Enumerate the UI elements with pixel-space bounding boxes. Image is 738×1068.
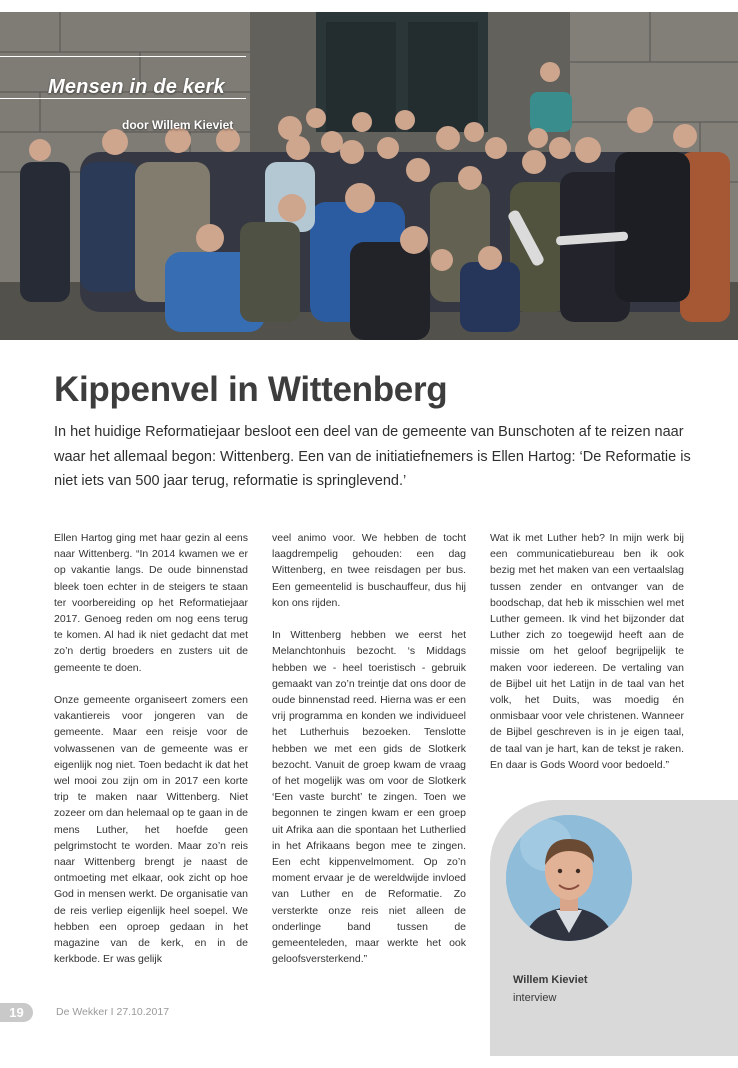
publication-footer: De Wekker I 27.10.2017	[56, 1006, 170, 1018]
page-number: 19	[0, 1003, 33, 1022]
article-column-3	[490, 530, 684, 789]
paragraph: Onze gemeente organiseert zomers een vakantiereis voor jongeren van de gemeente. Maar een reisje voor de volwassenen van de gemeente was er eigenlijk nog niet. Toen bedacht ik dat het wel mooi zou zijn om in 2017 een korte trip te maken naar Wittenberg. Niet zozeer om dan helemaal op te gaan in de mens Luther, het hoefde geen pelgrimstocht te worden. Maar zo’n reis naar Wittenberg brengt je naast de ontmoeting met elkaar, ook zicht op hoe God in mensen werkt. De organisatie van de reis verliep eigenlijk heel soepel. We hebben een oproep gedaan in het magazine van de kerk, en in de kerkbode. Er was gelijk	[54, 694, 248, 966]
article-title: Kippenvel in Wittenberg	[54, 370, 448, 409]
paragraph: Ellen Hartog ging met haar gezin al eens naar Wittenberg. “In 2014 kwamen we er op vakantie langs. De oude binnenstad bleek toen echter in de steigers te staan ter voorbereiding op het Reformatiejaar 2017. Genoeg reden om nog eens terug te komen. Al had ik niet gedacht dat met zo’n dertig broeders en zusters uit de gemeente te doen.	[54, 532, 248, 674]
author-role: interview	[513, 992, 557, 1004]
header-rule-bottom	[0, 98, 246, 99]
article-column-2	[272, 530, 466, 984]
group-photo-illustration	[0, 12, 738, 340]
article-lead: In het huidige Reformatiejaar besloot een deel van de gemeente van Bunschoten af te reizen naar waar het allemaal begon: Wittenberg. Een van de initiatiefnemers is Ellen Hartog: ‘De Reformatie is niet iets van 500 jaar terug, reformatie is springlevend.’	[54, 424, 691, 489]
paragraph: Wat ik met Luther heb? In mijn werk bij een communicatiebureau ben ik ook bezig met het maken van een vertaalslag tussen zender en ontvanger van de boodschap, dat heb ik misschien wel met Luther gemeen. Ik vind het bijzonder dat Luther zich zo toegewijd heeft aan de missie om het geloof begrijpelijk te maken voor iedereen. De vertaling van de Bijbel uit het Latijn in de taal van het volk, het Duits, was moedig én onmisbaar voor vele christenen. Wanneer de Bijbel geschreven is in je eigen taal, de taal van je hart, kan de tekst je raken. En daar is Gods Woord voor bedoeld.”	[490, 532, 684, 771]
portrait-illustration	[506, 815, 632, 941]
article-column-1	[54, 530, 248, 984]
author-name: Willem Kieviet	[513, 974, 588, 986]
section-title: Mensen in de kerk	[48, 76, 225, 98]
paragraph: veel animo voor. We hebben de tocht laagdrempelig gehouden: een dag Wittenberg, en twee reisdagen per bus. Een gemeentelid is buschauffeur, dus hij kon ons rijden.	[272, 532, 466, 609]
byline: door Willem Kieviet	[122, 118, 234, 132]
author-portrait	[506, 815, 632, 941]
hero-photo	[0, 12, 738, 340]
paragraph: In Wittenberg hebben we eerst het Melanchtonhuis bezocht. ‘s Middags hebben we - heel toeristisch - gebruik gemaakt van zo’n treintje dat ons door de oude binnenstad reed. Hierna was er een vrij programma en konden we individueel het Lutherhuis bezoeken. Tenslotte hebben we met een gids de Slotkerk bezocht. Vanuit de groep kwam de vraag of het mogelijk was om voor de Slotkerk ‘Een vaste burcht’ te zingen. Toen we begonnen te zingen kwam er een groep uit Afrika aan die spontaan het Lutherlied in het Afrikaans begon mee te zingen. Een echt kippenvelmoment. Op zo’n moment ervaar je de wereldwijde invloed van Luther en de Reformatie. Zo versterkte onze reis niet alleen de onderlinge band tussen de gemeenteleden, maar werkte het ook geloofsversterkend.”	[272, 629, 466, 966]
header-rule-top	[0, 56, 246, 57]
